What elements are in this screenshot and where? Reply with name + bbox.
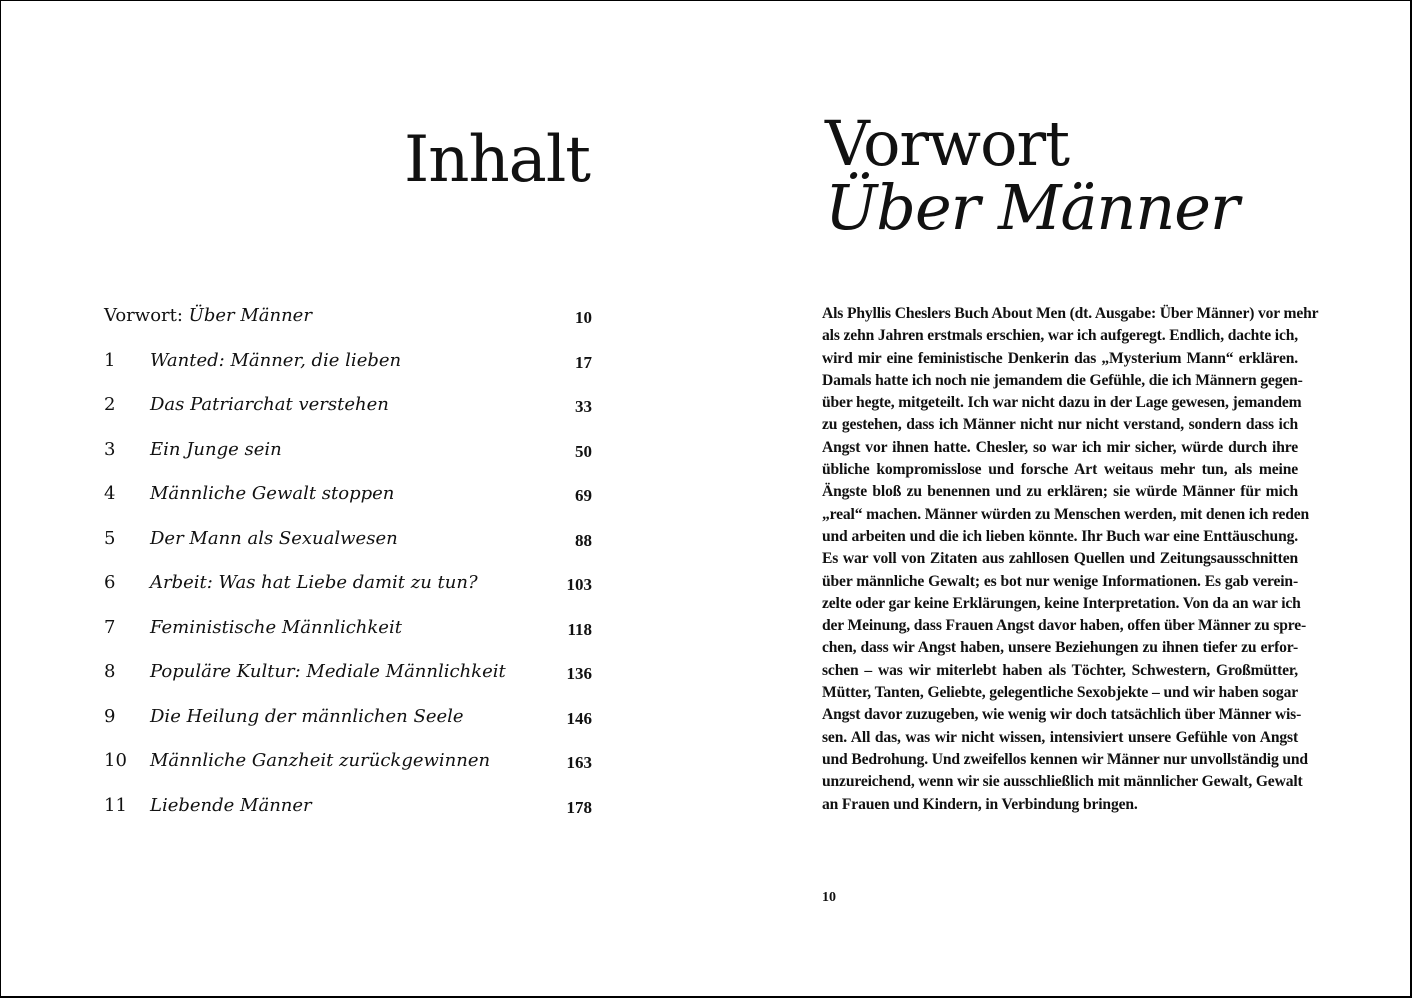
body-line: über hegte, mitgeteilt. Ich war nicht dazu in der Lage gewesen, jemandem	[822, 394, 1302, 412]
toc-entry-title: Über Männer	[188, 305, 312, 326]
toc-entry-title: Arbeit: Was hat Liebe damit zu tun?	[150, 572, 478, 593]
toc-entry-title: Ein Junge sein	[150, 438, 282, 460]
toc-entry-page: 163	[566, 753, 592, 772]
toc-entry-chapter-2[interactable]	[104, 392, 592, 437]
toc-entry-page: 69	[575, 486, 592, 505]
toc-entry-page: 136	[566, 664, 592, 683]
toc-entry-page: 88	[575, 530, 592, 550]
body-line: chen, dass wir Angst haben, unsere Beziehungen zu ihnen tiefer zu erfor-	[822, 639, 1298, 657]
toc-entry-page: 118	[567, 619, 592, 639]
toc-entry-page: 146	[566, 708, 592, 728]
toc-entry-title: Der Mann als Sexualwesen	[150, 527, 398, 549]
toc-entry-page: 10	[575, 308, 592, 327]
body-line: Damals hatte ich noch nie jemandem die Gefühle, die ich Männern gegen-	[822, 371, 1303, 389]
table-of-contents	[104, 303, 592, 837]
toc-entry-chapter-11[interactable]	[104, 793, 592, 838]
toc-entry-page: 33	[575, 397, 592, 416]
body-line: unzureichend, wenn wir sie ausschließlich mit männlicher Gewalt, Gewalt	[822, 773, 1303, 791]
body-line: Ängste bloß zu benennen und zu erklären; sie würde Männer für mich	[822, 483, 1298, 501]
toc-entry-page: 178	[566, 797, 592, 817]
toc-entry-number: 1	[104, 349, 116, 371]
preface-title: Vorwort	[825, 107, 1069, 180]
body-line: wird mir eine feministische Denkerin das „Mysterium Mann“ erklären.	[822, 349, 1298, 367]
body-line: zu gestehen, dass ich Männer nicht nur nicht verstand, sondern dass ich	[822, 416, 1298, 434]
toc-entry-number: 6	[104, 572, 116, 593]
toc-entry-number: 4	[104, 483, 116, 504]
toc-entry-page: 103	[566, 575, 592, 594]
toc-entry-title: Das Patriarchat verstehen	[150, 394, 389, 415]
toc-entry-prefix: Vorwort:	[104, 305, 189, 326]
body-line: Mütter, Tanten, Geliebte, gelegentliche Sexobjekte – und wir haben sogar	[822, 684, 1298, 702]
toc-entry-chapter-5[interactable]	[104, 526, 592, 571]
body-line: Als Phyllis Cheslers Buch About Men (dt. Ausgabe: Über Männer) vor mehr	[822, 305, 1319, 322]
toc-entry-chapter-3[interactable]	[104, 437, 592, 482]
toc-entry-title: Populäre Kultur: Mediale Männlichkeit	[150, 661, 506, 682]
toc-entry-chapter-7[interactable]	[104, 615, 592, 660]
body-line: als zehn Jahren erstmals erschien, war ich aufgeregt. Endlich, dachte ich,	[822, 327, 1298, 345]
body-line: Angst vor ihnen hatte. Chesler, so war ich mir sicher, würde durch ihre	[822, 438, 1298, 456]
body-line: „real“ machen. Männer würden zu Menschen werden, mit denen ich reden	[822, 505, 1310, 523]
toc-entry-title: Wanted: Männer, die lieben	[150, 349, 402, 371]
body-line: zelte oder gar keine Erklärungen, keine Interpretation. Von da an war ich	[822, 594, 1301, 612]
toc-entry-chapter-10[interactable]	[104, 748, 592, 793]
toc-entry-title: Männliche Gewalt stoppen	[150, 483, 395, 504]
toc-entry-number: 2	[104, 394, 116, 415]
toc-entry-label	[104, 303, 312, 329]
toc-entry-number: 8	[104, 661, 116, 682]
toc-entry-chapter-1[interactable]	[104, 348, 592, 393]
body-line: und Bedrohung. Und zweifellos kennen wir Männer nur unvollständig und	[822, 750, 1308, 768]
toc-entry-number: 11	[104, 794, 127, 816]
toc-entry-page: 50	[575, 441, 592, 461]
right-page-preface	[707, 0, 1414, 1000]
toc-entry-number: 10	[104, 750, 127, 771]
page-number: 10	[822, 890, 836, 905]
toc-entry-chapter-9[interactable]	[104, 704, 592, 749]
body-line: sen. All das, was wir nicht wissen, intensiviert unsere Gefühle von Angst	[822, 728, 1298, 746]
toc-entry-number: 5	[104, 527, 116, 549]
preface-subtitle: Über Männer	[825, 171, 1239, 244]
body-line: Angst davor zuzugeben, wie wenig wir doch tatsächlich über Männer wis-	[822, 706, 1302, 724]
toc-entry-chapter-8[interactable]	[104, 659, 592, 704]
toc-entry-title: Männliche Ganzheit zurückgewinnen	[150, 750, 491, 771]
toc-entry-number: 9	[104, 705, 116, 727]
toc-entry-page: 17	[575, 352, 592, 372]
preface-body-text	[822, 303, 1319, 816]
toc-entry-number: 3	[104, 438, 116, 460]
toc-entry-title: Feministische Männlichkeit	[150, 616, 402, 638]
toc-entry-chapter-6[interactable]	[104, 570, 592, 615]
toc-heading: Inhalt	[403, 123, 590, 197]
body-line: schen – was wir miterlebt haben als Töchter, Schwestern, Großmütter,	[822, 661, 1298, 679]
preface-heading	[825, 107, 1239, 244]
body-line: übliche kompromisslose und forsche Art weitaus mehr tun, als meine	[822, 461, 1298, 479]
toc-entry-preface[interactable]	[104, 303, 592, 348]
toc-entry-title: Liebende Männer	[150, 794, 312, 816]
toc-entry-chapter-4[interactable]	[104, 481, 592, 526]
toc-entry-title: Die Heilung der männlichen Seele	[150, 705, 464, 727]
body-line: Es war voll von Zitaten aus zahllosen Quellen und Zeitungsausschnitten	[822, 550, 1298, 568]
body-line: der Meinung, dass Frauen Angst davor haben, offen über Männer zu spre-	[822, 617, 1307, 635]
body-line: über männliche Gewalt; es bot nur wenige Informationen. Es gab verein-	[822, 572, 1298, 590]
body-line: an Frauen und Kindern, in Verbindung bringen.	[822, 795, 1138, 813]
toc-entry-number: 7	[104, 616, 116, 638]
body-line: und arbeiten und die ich lieben könnte. Ihr Buch war eine Enttäuschung.	[822, 527, 1298, 545]
